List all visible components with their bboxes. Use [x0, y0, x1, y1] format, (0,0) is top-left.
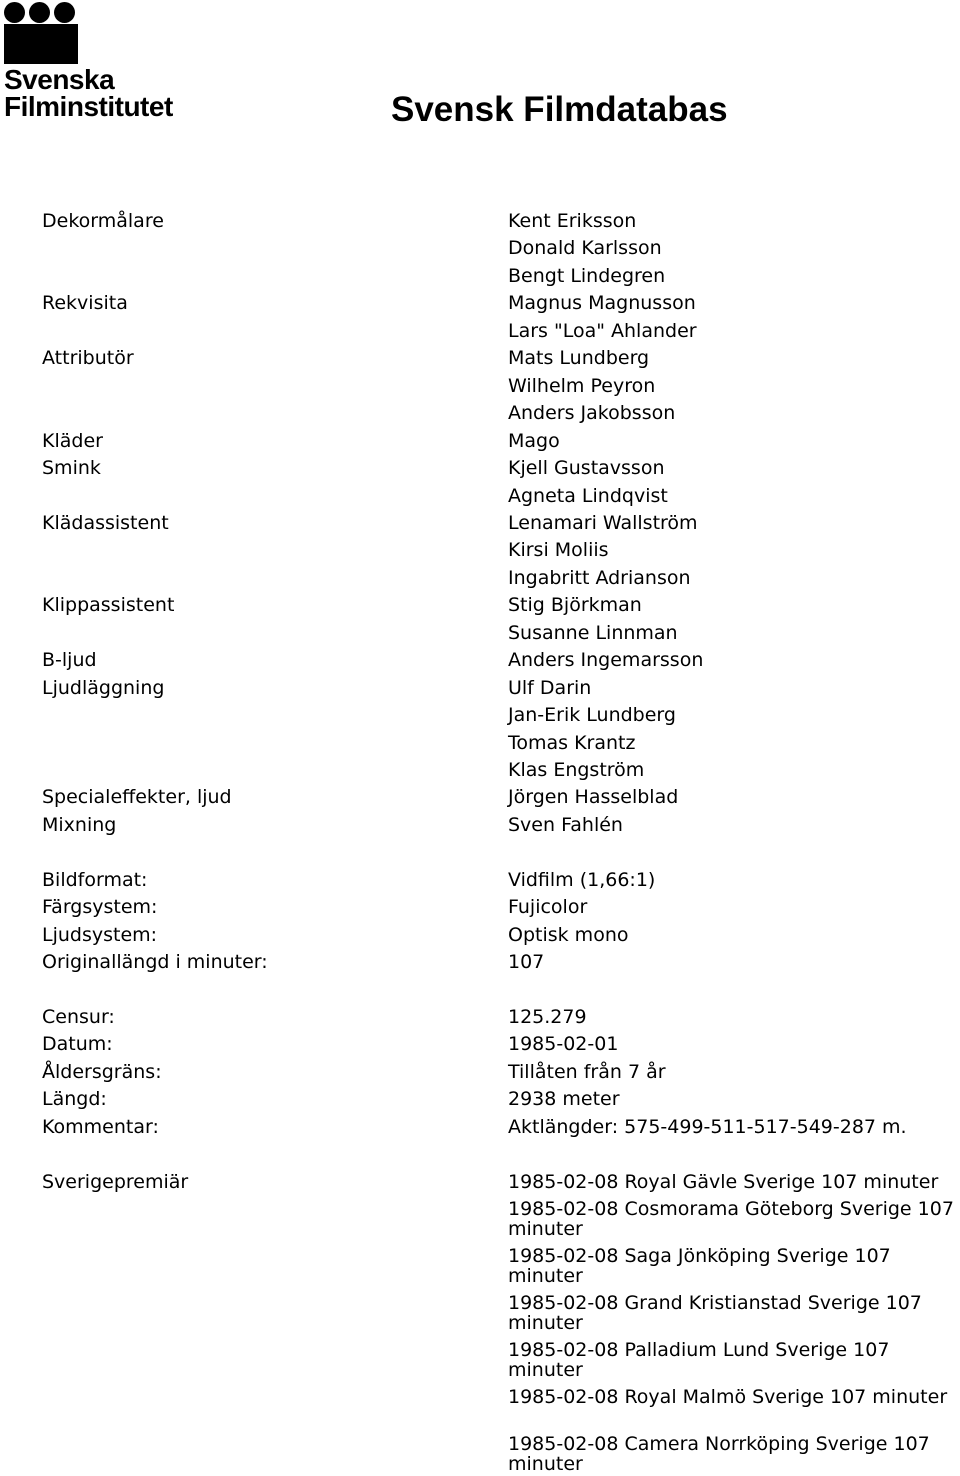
tech-row: [0, 921, 960, 949]
credit-name: Kirsi Moliis: [508, 539, 609, 561]
credit-row: [0, 317, 960, 345]
credit-name: Agneta Lindqvist: [508, 485, 668, 507]
credit-row: [0, 619, 960, 647]
credit-role-row: [0, 207, 960, 235]
credit-row: [0, 234, 960, 262]
tech-label: Bildformat:: [42, 869, 148, 891]
credit-role: Kläder: [42, 430, 103, 452]
credit-role: Ljudläggning: [42, 677, 165, 699]
premiere-label: Sverigepremiär: [42, 1171, 189, 1193]
credit-role: Attributör: [42, 347, 134, 369]
credit-row: [0, 536, 960, 564]
credit-role: Rekvisita: [42, 292, 128, 314]
tech-row: [0, 948, 960, 976]
premiere-entry: 1985-02-08 Saga Jönköping Sverige 107 minuter: [508, 1245, 891, 1287]
credit-name: Klas Engström: [508, 759, 645, 781]
logo-dot: [29, 2, 50, 23]
credit-name: Ulf Darin: [508, 677, 592, 699]
credit-name: Anders Jakobsson: [508, 402, 676, 424]
credit-name: Susanne Linnman: [508, 622, 678, 644]
credit-name: Mago: [508, 430, 560, 452]
censorship-label: Censur:: [42, 1006, 115, 1028]
credit-name: Sven Fahlén: [508, 814, 623, 836]
credit-row: [0, 729, 960, 757]
credit-name: Wilhelm Peyron: [508, 375, 656, 397]
credit-name: Kent Eriksson: [508, 210, 637, 232]
credit-row: [0, 564, 960, 592]
premiere-entry: 1985-02-08 Royal Malmö Sverige 107 minuter: [508, 1386, 948, 1408]
credit-name: Magnus Magnusson: [508, 292, 696, 314]
censorship-row: [0, 1085, 960, 1113]
credit-role-row: [0, 811, 960, 839]
logo-line-2: Filminstitutet: [4, 91, 173, 122]
site-title: Svensk Filmdatabas: [391, 90, 728, 129]
logo-block: [4, 24, 78, 64]
censorship-value: Tillåten från 7 år: [508, 1061, 666, 1083]
tech-row: [0, 866, 960, 894]
credit-role-row: [0, 674, 960, 702]
premiere-entry: 1985-02-08 Royal Gävle Sverige 107 minuter: [508, 1171, 939, 1193]
censorship-row: [0, 1030, 960, 1058]
credit-name: Anders Ingemarsson: [508, 649, 704, 671]
logo-dot: [54, 2, 75, 23]
credit-row: [0, 701, 960, 729]
credit-name: Kjell Gustavsson: [508, 457, 665, 479]
svenska-filminstitutet-logo: [4, 2, 204, 128]
credit-name: Donald Karlsson: [508, 237, 662, 259]
credit-name: Jörgen Hasselblad: [508, 786, 679, 808]
credit-name: Mats Lundberg: [508, 347, 650, 369]
tech-label: Ljudsystem:: [42, 924, 158, 946]
credit-role: B-ljud: [42, 649, 97, 671]
tech-label: Originallängd i minuter:: [42, 951, 268, 973]
censorship-value: Aktlängder: 575-499-511-517-549-287 m.: [508, 1116, 907, 1138]
censorship-label: Kommentar:: [42, 1116, 159, 1138]
censorship-value: 1985-02-01: [508, 1033, 619, 1055]
credit-role: Klippassistent: [42, 594, 175, 616]
tech-value: 107: [508, 951, 545, 973]
tech-value: Optisk mono: [508, 924, 629, 946]
censorship-row: [0, 1113, 960, 1141]
premiere-entry: 1985-02-08 Grand Kristianstad Sverige 107 minuter: [508, 1292, 922, 1334]
credit-role-row: [0, 454, 960, 482]
tech-row: [0, 893, 960, 921]
premiere-entry: 1985-02-08 Cosmorama Göteborg Sverige 107 minuter: [508, 1198, 954, 1240]
credit-row: [0, 262, 960, 290]
credit-role-row: [0, 509, 960, 537]
premiere-entry: 1985-02-08 Palladium Lund Sverige 107 minuter: [508, 1339, 890, 1381]
credit-row: [0, 372, 960, 400]
logo-wordmark: [4, 66, 173, 120]
censorship-label: Åldersgräns:: [42, 1061, 162, 1083]
premiere-entry: 1985-02-08 Camera Norrköping Sverige 107 minuter: [508, 1433, 930, 1475]
censorship-value: 2938 meter: [508, 1088, 620, 1110]
credit-role: Specialeffekter, ljud: [42, 786, 232, 808]
logo-line-1: Svenska: [4, 64, 115, 95]
censorship-label: Datum:: [42, 1033, 113, 1055]
credit-role: Dekormålare: [42, 210, 164, 232]
credit-role: Smink: [42, 457, 101, 479]
credit-name: Bengt Lindegren: [508, 265, 666, 287]
credit-row: [0, 482, 960, 510]
censorship-row: [0, 1003, 960, 1031]
credit-role-row: [0, 427, 960, 455]
credit-name: Ingabritt Adrianson: [508, 567, 691, 589]
credit-role-row: [0, 591, 960, 619]
credit-role: Klädassistent: [42, 512, 169, 534]
tech-value: Vidfilm (1,66:1): [508, 869, 656, 891]
tech-value: Fujicolor: [508, 896, 588, 918]
credit-name: Jan-Erik Lundberg: [508, 704, 676, 726]
credit-name: Lenamari Wallström: [508, 512, 698, 534]
credit-row: [0, 399, 960, 427]
credit-role-row: [0, 344, 960, 372]
tech-label: Färgsystem:: [42, 896, 158, 918]
logo-dot: [4, 2, 25, 23]
credit-name: Stig Björkman: [508, 594, 642, 616]
credit-role: Mixning: [42, 814, 117, 836]
credit-role-row: [0, 646, 960, 674]
credit-name: Tomas Krantz: [508, 732, 636, 754]
credit-name: Lars "Loa" Ahlander: [508, 320, 697, 342]
censorship-label: Längd:: [42, 1088, 107, 1110]
censorship-row: [0, 1058, 960, 1086]
censorship-value: 125.279: [508, 1006, 587, 1028]
credit-role-row: [0, 289, 960, 317]
credit-row: [0, 756, 960, 784]
credit-role-row: [0, 783, 960, 811]
